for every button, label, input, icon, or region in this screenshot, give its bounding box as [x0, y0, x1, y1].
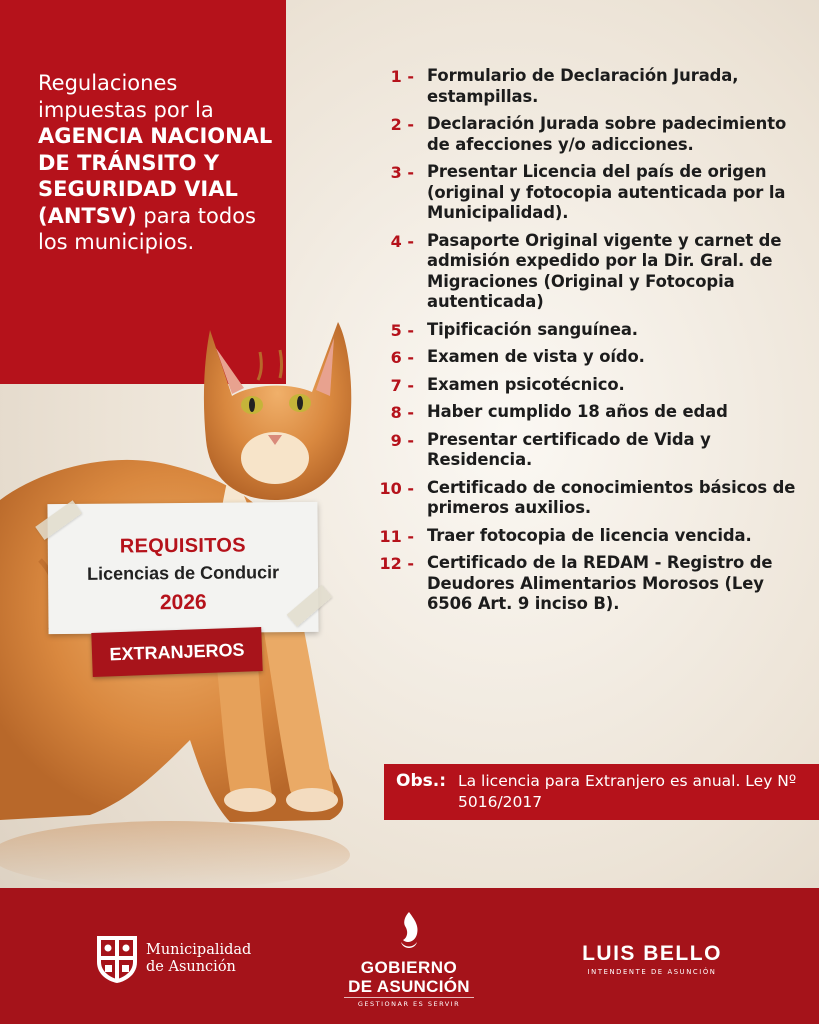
municipalidad-logo	[94, 934, 254, 984]
item-text: Haber cumplido 18 años de edad	[427, 402, 728, 421]
list-item	[376, 114, 806, 155]
list-item	[376, 66, 806, 107]
intro-text	[38, 70, 278, 256]
item-text: Declaración Jurada sobre padecimiento de afecciones y/o adicciones.	[427, 114, 787, 154]
item-number: 1 -	[390, 67, 414, 86]
item-number: 10 -	[379, 478, 414, 498]
list-item	[376, 162, 806, 224]
gob-line2: DE ASUNCIÓN	[348, 977, 470, 996]
item-text: Traer fotocopia de licencia vencida.	[427, 525, 752, 545]
card-subtitle: Licencias de Conducir	[86, 562, 280, 584]
item-number: 5 -	[390, 320, 414, 340]
gob-tagline: GESTIONAR ES SERVIR	[357, 1000, 461, 1008]
observation-box	[384, 764, 819, 820]
item-text: Presentar certificado de Vida y Residencia.	[427, 429, 711, 469]
item-text: Formulario de Declaración Jurada, estampillas.	[427, 66, 739, 106]
list-item	[376, 320, 806, 341]
footer	[0, 888, 819, 1024]
gobierno-logo	[334, 908, 484, 1008]
list-item	[376, 375, 806, 396]
list-item	[376, 526, 806, 547]
item-number: 3 -	[390, 163, 414, 182]
item-number: 2 -	[390, 115, 414, 134]
list-item	[376, 478, 806, 519]
intro-agency: AGENCIA NACIONAL DE TRÁNSITO Y SEGURIDAD VIAL (ANTSV)	[38, 124, 273, 228]
item-text: Examen de vista y oído.	[427, 347, 645, 366]
item-number: 8 -	[390, 403, 414, 422]
requirements-list	[376, 66, 806, 622]
luis-bello-logo	[572, 942, 732, 982]
item-number: 12 -	[379, 554, 414, 573]
list-item	[376, 430, 806, 471]
intro-line1: Regulaciones impuestas por la	[38, 71, 214, 122]
divider	[344, 997, 474, 998]
list-item	[376, 231, 806, 313]
list-item	[376, 553, 806, 615]
lb-role: INTENDENTE DE ASUNCIÓN	[587, 968, 717, 976]
item-number: 7 -	[390, 375, 414, 395]
requirements-card	[47, 502, 318, 634]
obs-text: La licencia para Extranjero es anual. Ley Nº 5016/2017	[458, 772, 797, 811]
item-text: Certificado de conocimientos básicos de primeros auxilios.	[427, 477, 796, 517]
item-text: Tipificación sanguínea.	[427, 319, 638, 339]
item-text: Presentar Licencia del país de origen (original y fotocopia autenticada por la Municipalidad).	[427, 162, 786, 222]
lb-name: LUIS BELLO	[582, 942, 722, 965]
extranjeros-badge: EXTRANJEROS	[91, 627, 262, 677]
card-title: REQUISITOS	[119, 534, 246, 558]
municipal-shield-icon	[94, 932, 140, 984]
muni-line2: de Asunción	[146, 959, 236, 975]
list-item	[376, 347, 806, 368]
item-number: 11 -	[379, 526, 414, 546]
obs-label: Obs.:	[396, 771, 446, 791]
flame-icon	[397, 912, 421, 952]
item-text: Examen psicotécnico.	[427, 374, 625, 394]
intro-line2: para todos los municipios.	[38, 203, 256, 254]
item-number: 6 -	[390, 348, 414, 367]
item-number: 4 -	[390, 231, 414, 251]
item-text: Pasaporte Original vigente y carnet de admisión expedido por la Dir. Gral. de Migraciones (Original y Fotocopia autenticada)	[427, 230, 782, 311]
item-number: 9 -	[390, 430, 414, 450]
gob-line1: GOBIERNO	[360, 958, 458, 977]
item-text: Certificado de la REDAM - Registro de Deudores Alimentarios Morosos (Ley 6506 Art. 9 inciso B).	[427, 553, 773, 613]
list-item	[376, 402, 806, 423]
card-year: 2026	[159, 590, 207, 615]
muni-line1: Municipalidad	[146, 942, 252, 958]
